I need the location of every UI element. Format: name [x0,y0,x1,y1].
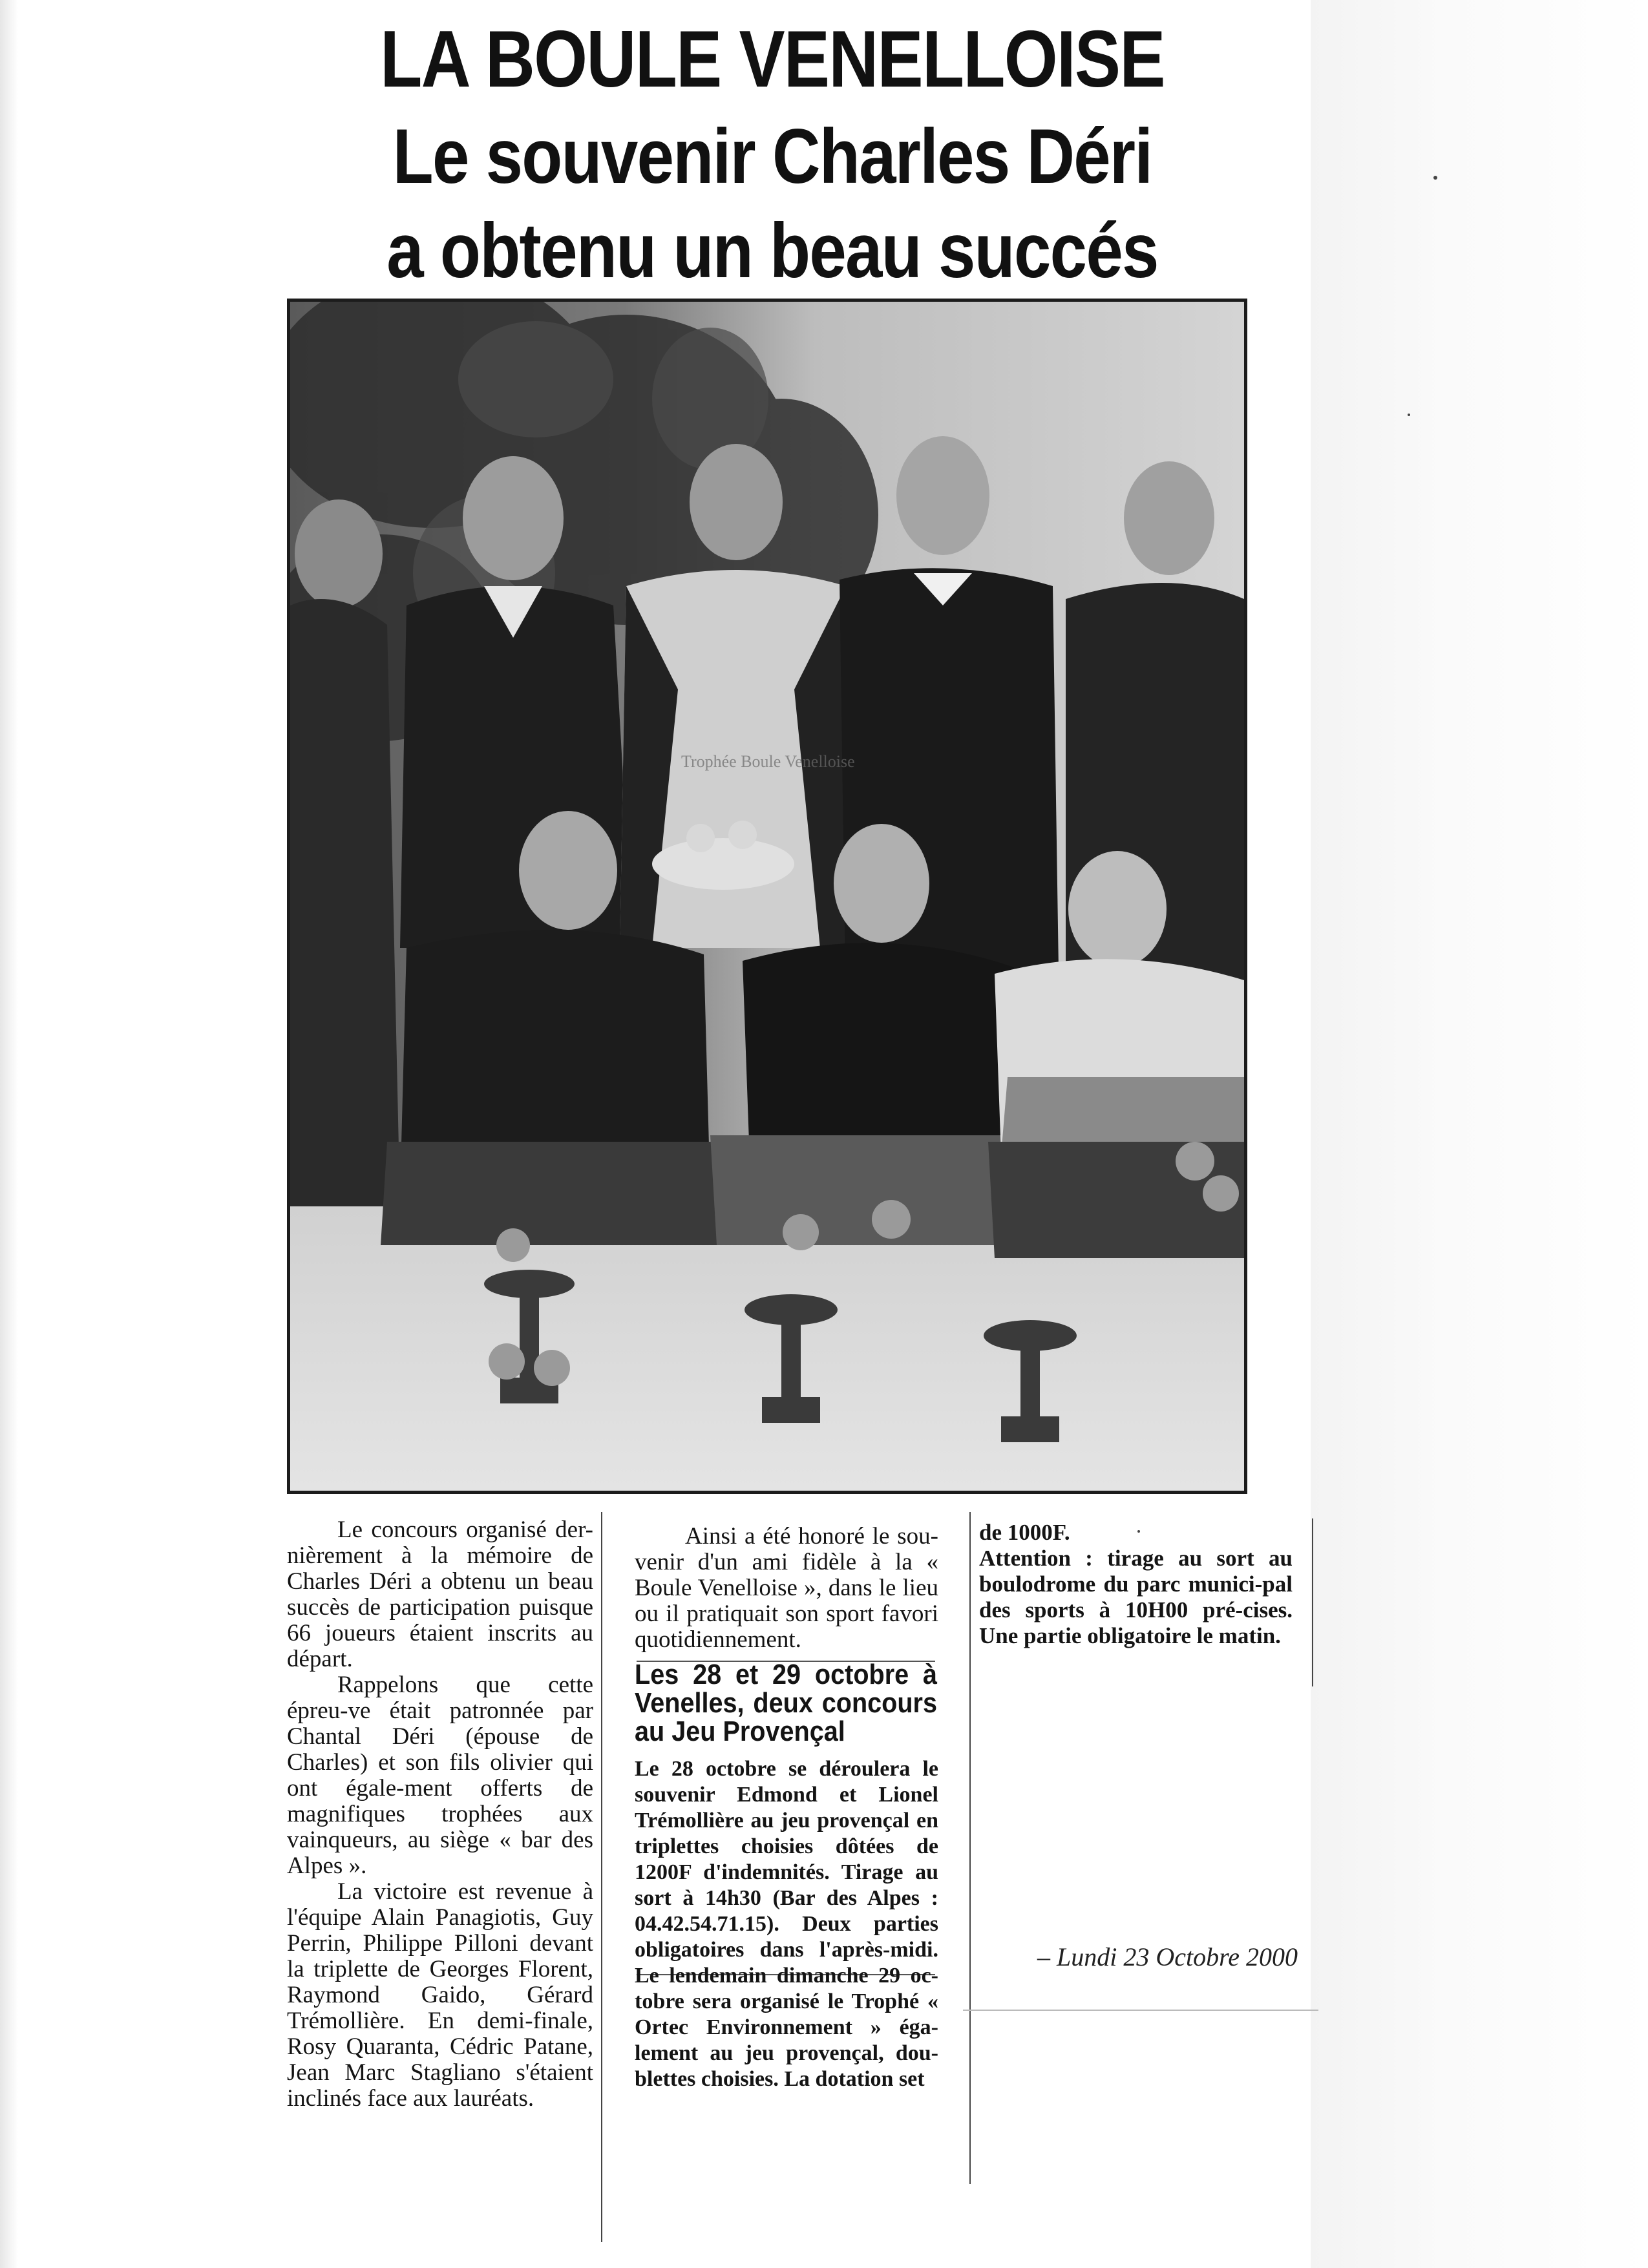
scan-speck [1433,176,1437,180]
paragraph: Le concours organisé der-nièrement à la mémoire de Charles Déri a obtenu un beau succès de participation puisque 66 joueurs étaient inscrits au départ. [287,1517,593,1672]
paragraph: Le 28 octobre se déroulera le souvenir Edmond et Lionel Trémollière au jeu provençal en triplettes choisies dôtées de 1200F d'indemnités. Tirage au sort à 14h30 (Bar des Alpes : 04.42.54.71.15). Deux parties obligatoires dans l'après-midi. Le lendemain dimanche 29 oc-tobre sera organisé le Trophé « Ortec Environnement » éga-lement au jeu provençal, dou-blettes choisies. La dotation set [635,1757,938,2091]
paragraph: Attention : tirage au sort au boulodrome du parc munici-pal des sports à 10H00 pré-cises. Une partie obligatoire le matin. [979,1546,1293,1648]
scan-margin-right [1311,0,1648,2268]
scan-speck [1137,1530,1140,1533]
paragraph: de 1000F. [979,1520,1070,1545]
headline-line-3: a obtenu un beau succés [386,207,1158,294]
article-column-1 [287,1517,593,2112]
column-rule-3 [1312,1518,1313,1686]
column-rule-2 [969,1512,971,2184]
paragraph: Rappelons que cette épreu-ve était patronnée par Chantal Déri (épouse de Charles) et son fils olivier qui ont égale-ment offerts de magnifiques trophées aux vainqueurs, au siège « bar des Alpes ». [287,1672,593,1879]
trophy-engraving: Trophée Boule Venelloise [681,752,855,771]
paragraph: Ainsi a été honoré le sou-venir d'un ami fidèle à la « Boule Venelloise », dans le lieu ou il pratiquait son sport favori quotidiennement. [635,1523,938,1653]
subheading: Les 28 et 29 octobre à Venelles, deux concours au Jeu Provençal [635,1659,937,1747]
article-headline [284,15,1260,294]
headline-line-2: Le souvenir Charles Déri [392,113,1152,200]
scan-speck [1408,414,1410,416]
headline-line-1: LA BOULE VENELLOISE [380,15,1165,104]
paragraph: La victoire est revenue à l'équipe Alain Panagiotis, Guy Perrin, Philippe Pilloni devant la triplette de Georges Florent, Raymond Gaido, Gérard Trémollière. En demi-finale, Rosy Quaranta, Cédric Patane, Jean Marc Stagliano s'étaient inclinés face aux lauréats. [287,1878,593,2112]
dateline-rule [963,2010,1318,2011]
column-rule-1 [601,1512,602,2242]
group-photo [287,299,1247,1494]
article-column-2 [635,1524,938,2092]
article-column-3 [979,1520,1293,1649]
scan-edge-left [0,0,18,2268]
publication-date: – Lundi 23 Octobre 2000 [1037,1942,1298,1971]
